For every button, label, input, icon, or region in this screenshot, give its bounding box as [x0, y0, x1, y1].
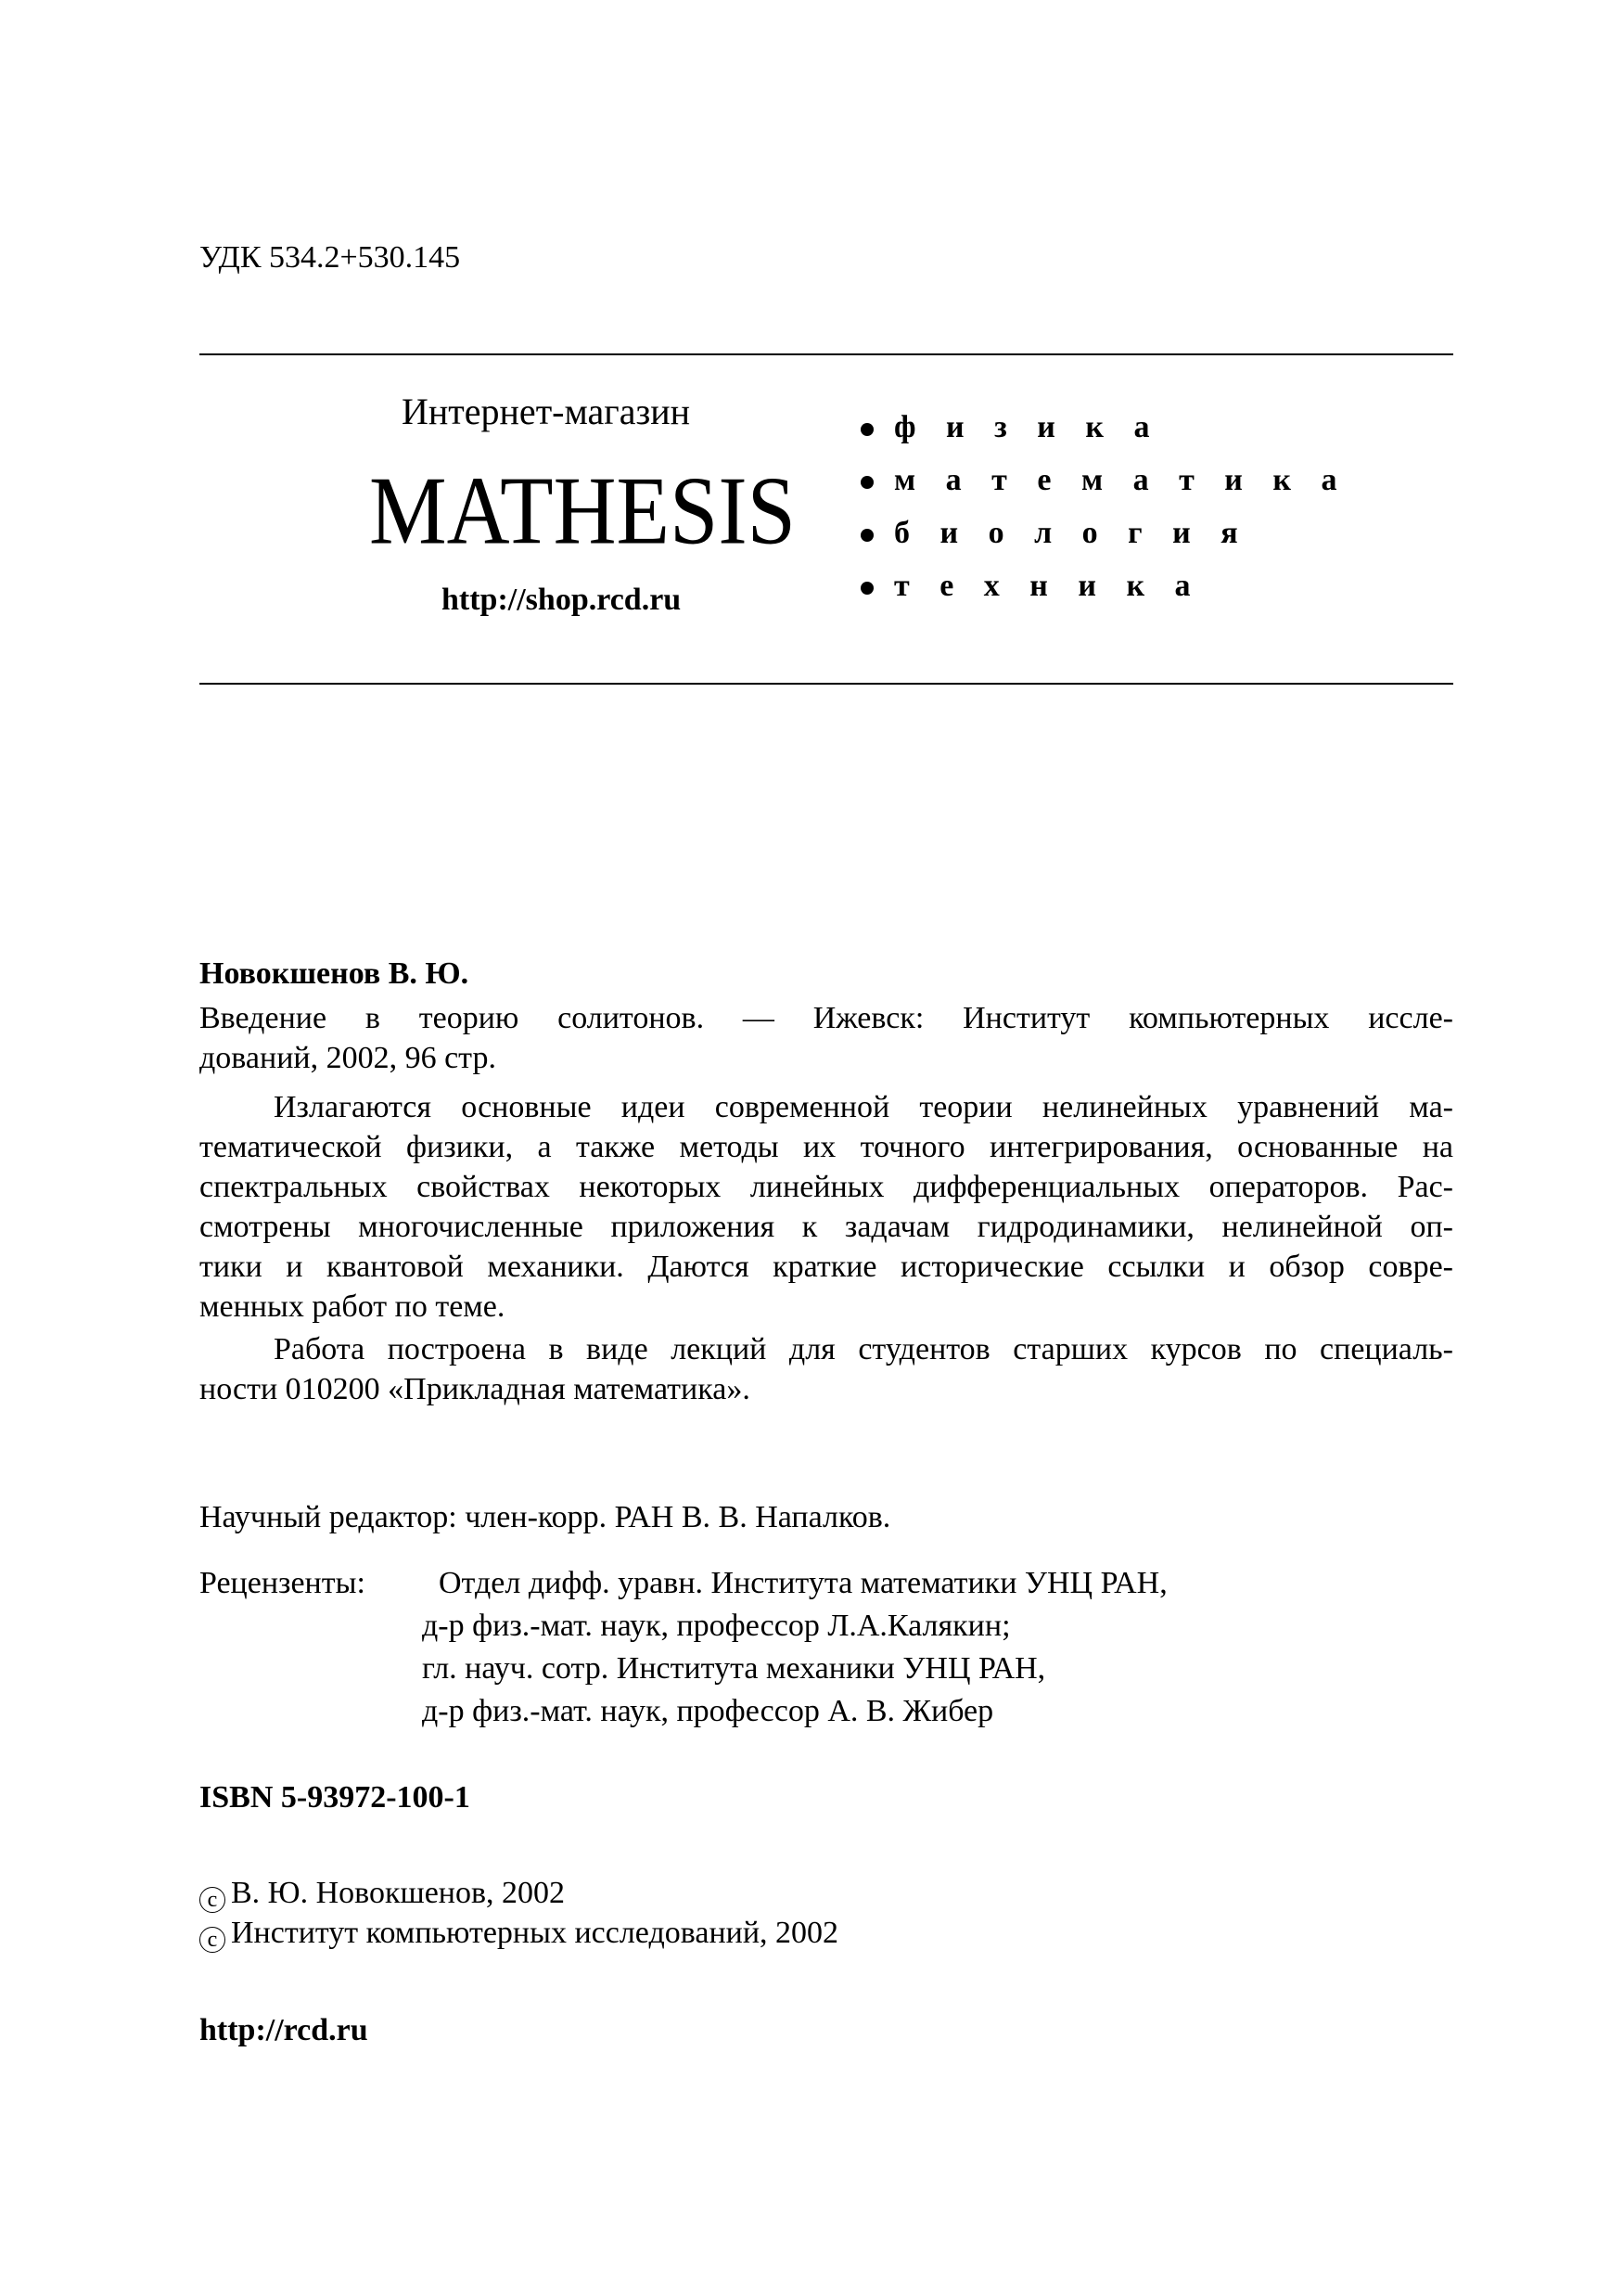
- abstract-line: Излагаются основные идеи современной теории нелинейных уравнений ма-: [274, 1090, 1453, 1124]
- title-line: Введение в теорию солитонов. — Ижевск: Институт компьютерных иссле-: [199, 1001, 1453, 1035]
- reviewer-line: Отдел дифф. уравн. Института математики УНЦ РАН,: [439, 1566, 1168, 1600]
- site-url[interactable]: http://rcd.ru: [199, 2013, 368, 2047]
- divider: [199, 353, 1453, 355]
- abstract-line: спектральных свойствах некоторых линейных дифференциальных операторов. Рас-: [199, 1170, 1453, 1204]
- category-tech: т е х н и к а: [861, 569, 1202, 604]
- abstract-line: тики и квантовой механики. Даются краткие исторические ссылки и обзор совре-: [199, 1250, 1453, 1284]
- author: Новокшенов В. Ю.: [199, 956, 469, 991]
- copyright-author: c В. Ю. Новокшенов, 2002: [199, 1873, 565, 1913]
- reviewer-line: д-р физ.-мат. наук, профессор Л.А.Калякин;: [422, 1609, 1011, 1643]
- bullet-icon: [861, 529, 874, 542]
- udk-code: УДК 534.2+530.145: [199, 240, 461, 275]
- copyright-icon: c: [199, 1927, 225, 1953]
- category-biology: б и о л о г и я: [861, 516, 1249, 551]
- abstract-line: тематической физики, а также методы их точного интегрирования, основанные на: [199, 1130, 1453, 1164]
- reviewer-line: гл. науч. сотр. Института механики УНЦ РАН,: [422, 1651, 1046, 1686]
- bullet-icon: [861, 582, 874, 595]
- bullet-icon: [861, 476, 874, 489]
- category-math: м а т е м а т и к а: [861, 463, 1348, 498]
- isbn: ISBN 5-93972-100-1: [199, 1780, 470, 1815]
- bullet-icon: [861, 423, 874, 436]
- abstract-line: менных работ по теме.: [199, 1289, 505, 1324]
- reviewer-line: д-р физ.-мат. наук, профессор А. В. Жибер: [422, 1694, 994, 1728]
- scientific-editor: Научный редактор: член-корр. РАН В. В. Напалков.: [199, 1500, 891, 1534]
- title-line: дований, 2002, 96 стр.: [199, 1041, 496, 1075]
- copyright-institute: c Институт компьютерных исследований, 2002: [199, 1913, 838, 1953]
- audience-line: ности 010200 «Прикладная математика».: [199, 1372, 750, 1406]
- reviewers-label: Рецензенты:: [199, 1566, 365, 1600]
- shop-label: Интернет-магазин: [402, 391, 691, 432]
- shop-url[interactable]: http://shop.rcd.ru: [441, 583, 682, 617]
- copyright-icon: c: [199, 1887, 225, 1913]
- divider: [199, 683, 1453, 685]
- category-physics: ф и з и к а: [861, 410, 1160, 445]
- mathesis-logo: [369, 456, 805, 580]
- audience-line: Работа построена в виде лекций для студентов старших курсов по специаль-: [274, 1332, 1453, 1366]
- logo-text: MATHESIS: [369, 456, 796, 565]
- abstract-line: смотрены многочисленные приложения к задачам гидродинамики, нелинейной оп-: [199, 1210, 1453, 1244]
